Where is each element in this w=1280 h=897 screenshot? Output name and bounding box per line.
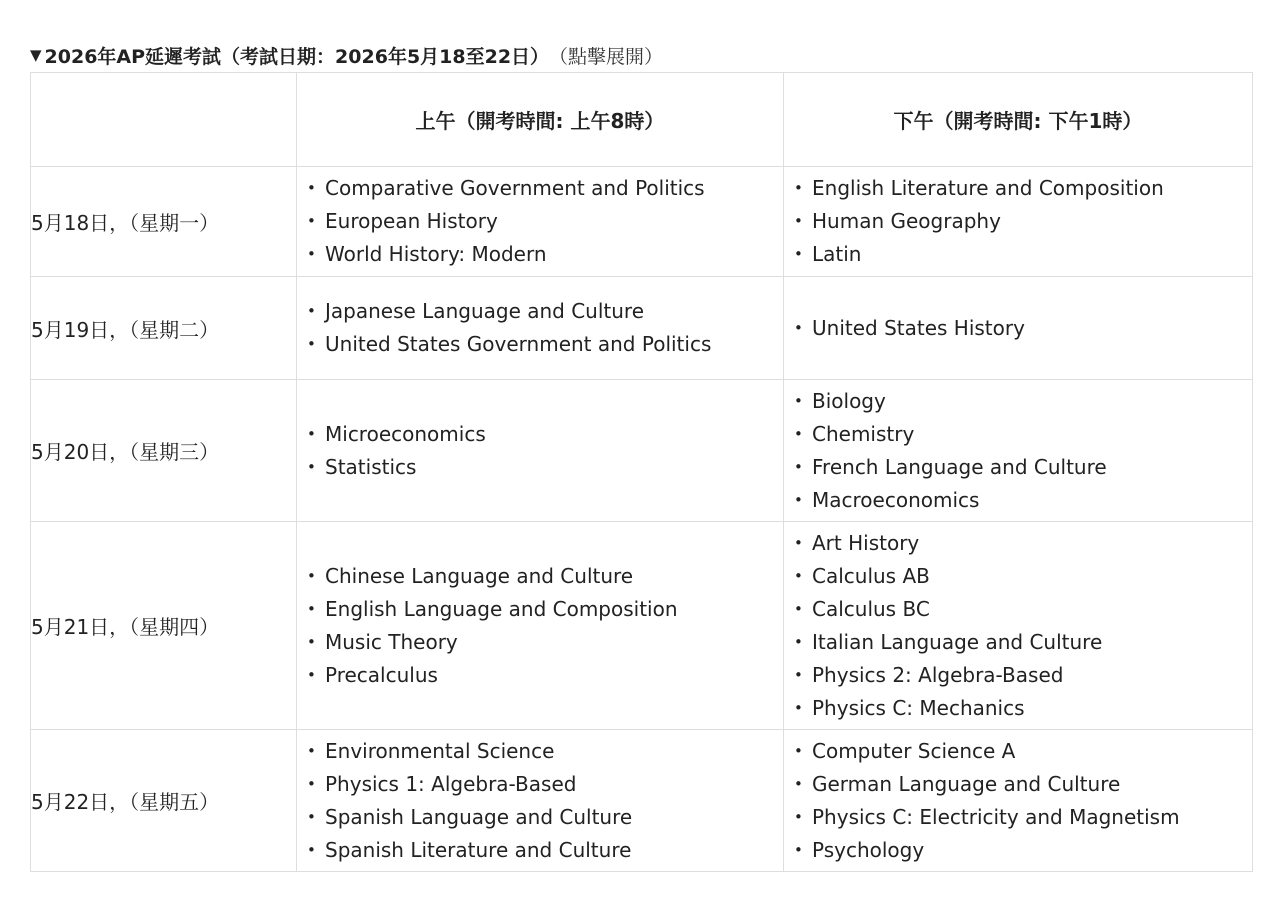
date-cell: 5月19日，（星期二） [31,277,297,380]
table-row [31,380,1253,522]
subject-item: • Comparative Government and Politics [307,172,783,205]
subject-item: • Biology [794,385,1252,418]
subject-item: • Physics 2: Algebra-Based [794,659,1252,692]
subject-item: • Human Geography [794,205,1252,238]
date-cell: 5月20日，（星期三） [31,380,297,522]
date-cell: 5月18日，（星期一） [31,167,297,277]
subject-item: • Physics C: Electricity and Magnetism [794,801,1252,834]
subject-item: • English Language and Composition [307,593,783,626]
morning-subject-list [297,560,783,692]
subject-item: • Psychology [794,834,1252,867]
afternoon-cell [784,277,1253,380]
subject-item: • German Language and Culture [794,768,1252,801]
date-cell: 5月21日，（星期四） [31,522,297,730]
table-row [31,167,1253,277]
morning-subject-list [297,735,783,867]
subject-item: • United States History [794,312,1252,345]
exam-schedule-table [30,72,1253,872]
afternoon-subject-list [784,172,1252,271]
subject-item: • United States Government and Politics [307,328,783,361]
header-morning-cell: 上午（開考時間: 上午8時） [297,73,784,167]
table-row [31,522,1253,730]
morning-cell [297,730,784,872]
subject-item: • Environmental Science [307,735,783,768]
subject-item: • Physics 1: Algebra-Based [307,768,783,801]
subject-item: • Latin [794,238,1252,271]
afternoon-cell [784,380,1253,522]
header-date-cell [31,73,297,167]
afternoon-subject-list [784,527,1252,725]
subject-item: • Chemistry [794,418,1252,451]
subject-item: • French Language and Culture [794,451,1252,484]
subject-item: • Microeconomics [307,418,783,451]
afternoon-cell [784,522,1253,730]
subject-item: • Spanish Literature and Culture [307,834,783,867]
morning-subject-list [297,172,783,271]
subject-item: • Art History [794,527,1252,560]
table-row [31,277,1253,380]
header-afternoon-cell: 下午（開考時間: 下午1時） [784,73,1253,167]
subject-item: • Japanese Language and Culture [307,295,783,328]
morning-cell [297,522,784,730]
date-cell: 5月22日，（星期五） [31,730,297,872]
subject-item: • Precalculus [307,659,783,692]
subject-item: • English Literature and Composition [794,172,1252,205]
afternoon-subject-list [784,735,1252,867]
morning-cell [297,277,784,380]
afternoon-subject-list [784,385,1252,517]
subject-item: • Macroeconomics [794,484,1252,517]
subject-item: • Statistics [307,451,783,484]
afternoon-subject-list [784,312,1252,345]
expand-hint: （點擊展開） [549,45,664,68]
subject-item: • Physics C: Mechanics [794,692,1252,725]
subject-item: • Chinese Language and Culture [307,560,783,593]
subject-item: • Computer Science A [794,735,1252,768]
subject-item: • European History [307,205,783,238]
subject-item: • World History: Modern [307,238,783,271]
subject-item: • Italian Language and Culture [794,626,1252,659]
subject-item: • Calculus BC [794,593,1252,626]
expand-triangle-icon: ▼ [30,46,42,64]
section-title: 2026年AP延遲考試（考試日期：2026年5月18至22日） [44,45,550,68]
subject-item: • Music Theory [307,626,783,659]
morning-cell [297,380,784,522]
afternoon-cell [784,167,1253,277]
morning-cell [297,167,784,277]
table-header-row [31,73,1253,167]
morning-subject-list [297,295,783,361]
subject-item: • Calculus AB [794,560,1252,593]
afternoon-cell [784,730,1253,872]
details-summary-toggle[interactable] [30,40,663,70]
subject-item: • Spanish Language and Culture [307,801,783,834]
morning-subject-list [297,418,783,484]
table-row [31,730,1253,872]
